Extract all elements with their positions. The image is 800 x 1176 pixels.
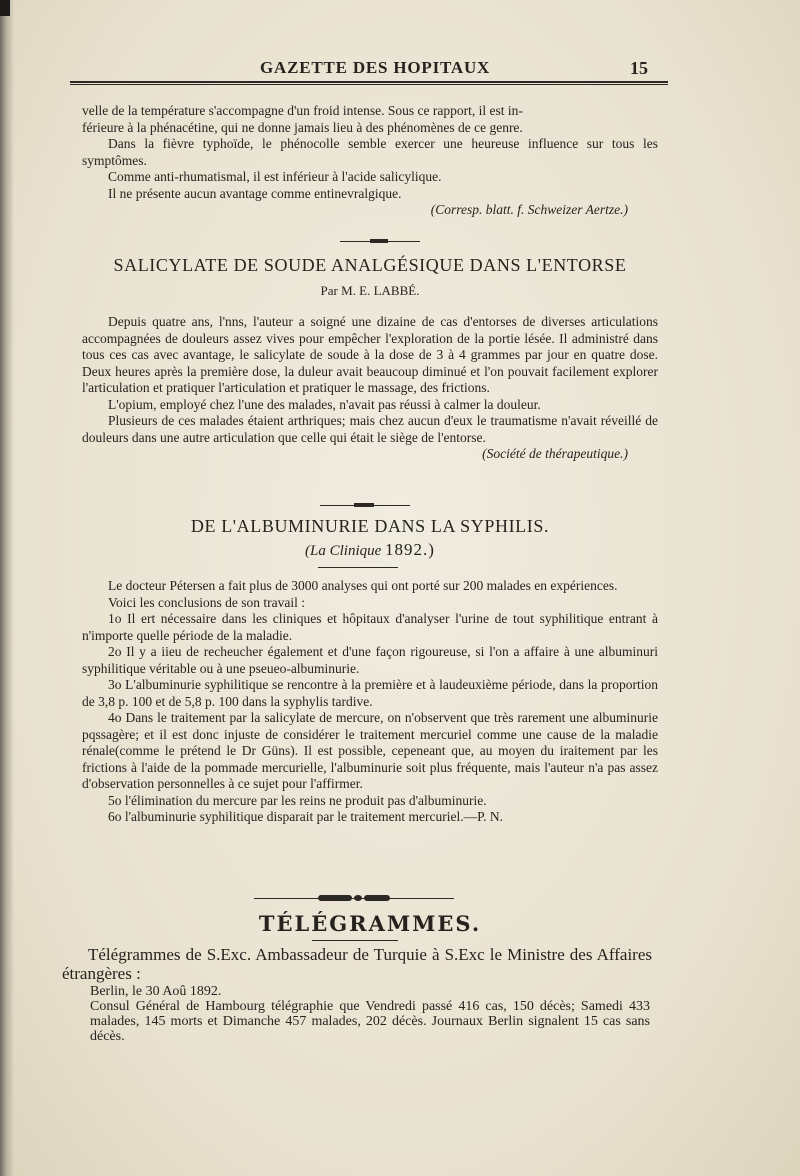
subtitle-year: 1892.) [385, 540, 435, 559]
section-subtitle [70, 540, 670, 560]
section-title: SALICYLATE DE SOUDE ANALGÉSIQUE DANS L'ENTORSE [113, 255, 627, 275]
conclusion-item: 1o Il ert nécessaire dans les cliniques et hôpitaux d'analyser l'urine de tout syphilitique entrant à n'importe quelle période de la maladie. [82, 611, 658, 643]
section-title: DE L'ALBUMINURIE DANS LA SYPHILIS. [190, 516, 550, 536]
telegrams-rule [312, 940, 398, 941]
ornamental-divider [254, 896, 454, 902]
subtitle-source: (La Clinique [305, 543, 382, 559]
conclusion-item: 5o l'élimination du mercure par les reins ne produit pas d'albuminurie. [108, 792, 487, 808]
telegram-text: Consul Général de Hambourg télégraphie que Vendredi passé 416 cas, 150 décès; Samedi 433 malades, 145 morts et Dimanche 457 malades, 202 décès. Journaux Berlin signalent 15 cas sans décès. [90, 999, 650, 1044]
article-paragraph: Voici les conclusions de son travail : [108, 594, 305, 610]
telegrams-title: TÉLÉGRAMMES. [258, 911, 482, 936]
article-paragraph: Plusieurs de ces malades étaient arthriques; mais chez aucun d'eux le traumatisme n'avait réveillé de douleurs dans une autre articulation que celle qui était le siège de l'entorse. [82, 413, 658, 445]
article-line: férieure à la phénacétine, qui ne donne jamais lieu à des phénomènes de ce genre. [82, 119, 523, 135]
conclusion-item: 4o Dans le traitement par la salicylate de mercure, on n'observent que très rarement une albuminurie pqssagère; et il est donc injuste de considérer le traitement mercuriel comme une cause de la maladie rénale(comme le prétend le Dr Güns). Il est possible, cepeneant que, au moyen du iraitement par les frictions à l'aide de la pommade mercurielle, l'albuminurie soit plus fréquente, mais l'auteur n'a pas assez d'observation personnelles à ce sujet pour l'affirmer. [82, 710, 658, 791]
telegram-date: Berlin, le 30 Aoû 1892. [90, 984, 222, 999]
header-rule [70, 81, 668, 85]
article-paragraph: L'opium, employé chez l'une des malades, n'avait pas réussi à calmer la douleur. [108, 396, 541, 412]
section-divider [320, 503, 410, 509]
conclusion-item: 6o l'albuminurie syphilitique disparait par le traitement mercuriel.—P. N. [108, 809, 503, 824]
section-divider [340, 239, 420, 245]
article-salicylate [82, 314, 658, 463]
conclusion-item: 2o Il y a iieu de recheucher également et d'une façon rigoureuse, si l'on a affaire à une albuminuri syphilitique véritable ou à une pseueo-albuminurie. [82, 644, 658, 676]
telegrams-intro [62, 945, 652, 983]
article-paragraph: Le docteur Pétersen a fait plus de 3000 analyses qui ont porté sur 200 malades en expériences. [108, 578, 618, 593]
byline: Par M. E. LABBÉ. [320, 283, 420, 298]
subtitle-rule [318, 567, 398, 568]
article-source: (Corresp. blatt. f. Schweizer Aertze.) [430, 202, 628, 217]
page-header [70, 58, 670, 80]
article-paragraph: Il ne présente aucun avantage comme entinevralgique. [108, 185, 402, 201]
article-paragraph: Depuis quatre ans, l'nns, l'auteur a soigné une dizaine de cas d'entorses de diverses articulations accompagnées de douleurs assez vives pour empêcher l'exploration de la portie lésée. Il administré dans tous ces cas avec avantage, le salicylate de soude à la dose de 3 à 4 grammes par jour en quatre dose. Deux heures après la première dose, la duleur avait beaucoup diminué et l'on pouvait facilement explorer l'articulation et pratiquer l'articulation et pratiquer le massage, des frictions. [82, 314, 658, 395]
article-paragraph: Comme anti-rhumatismal, il est inférieur à l'acide salicylique. [108, 169, 442, 184]
article-phenocolle [82, 103, 658, 219]
running-head: GAZETTE DES HOPITAUX [260, 58, 491, 77]
article-line: velle de la température s'accompagne d'un froid intense. Sous ce rapport, il est in- [82, 103, 523, 118]
page-number: 15 [630, 58, 648, 78]
telegram-intro-text: Télégrammes de S.Exc. Ambassadeur de Turquie à S.Exc le Ministre des Affaires étrangères : [62, 945, 652, 983]
article-albuminurie [82, 578, 658, 826]
scan-corner-mark [0, 0, 10, 16]
page-binding-edge [0, 0, 14, 1176]
conclusion-item: 3o L'albuminurie syphilitique se rencontre à la première et à laudeuxième période, dans la proportion de 3,8 p. 100 et de 5,8 p. 100 dans la syphylis tardive. [82, 677, 658, 709]
article-paragraph: Dans la fièvre typhoïde, le phénocolle semble exercer une heureuse influence sur tous les symptômes. [82, 136, 658, 168]
article-source: (Société de thérapeutique.) [482, 446, 628, 461]
telegram-body [90, 984, 650, 1044]
